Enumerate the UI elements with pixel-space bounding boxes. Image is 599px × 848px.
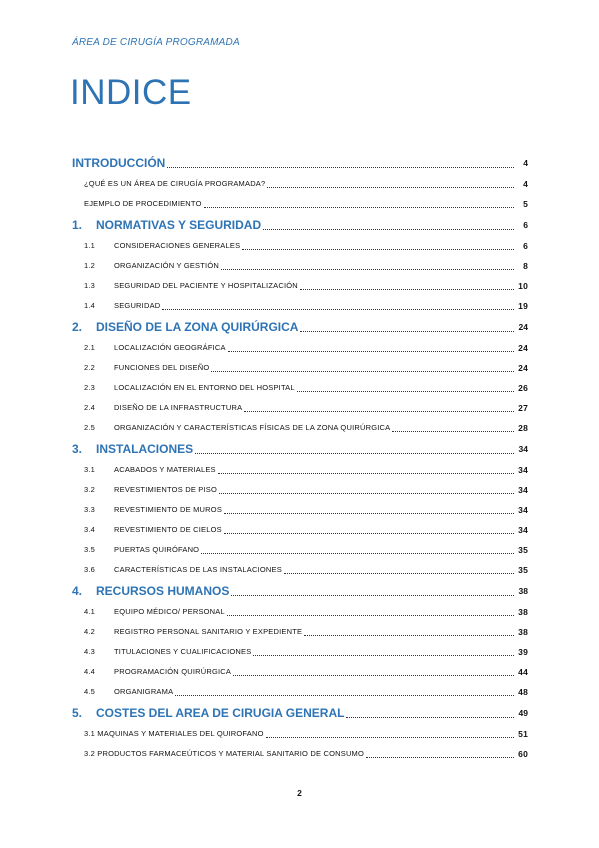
dot-leader — [304, 634, 514, 636]
toc-entry-label — [72, 276, 298, 296]
toc-entry-text: SEGURIDAD DEL PACIENTE Y HOSPITALIZACIÓN — [114, 281, 298, 290]
toc-chapter-entry[interactable] — [72, 702, 528, 724]
dot-leader — [253, 654, 514, 656]
toc-entry-text: 3.1 MAQUINAS Y MATERIALES DEL QUIROFANO — [84, 729, 264, 738]
toc-entry-label — [72, 214, 261, 236]
toc-section-entry[interactable] — [72, 460, 528, 480]
page-number: 2 — [297, 788, 302, 798]
toc-entry-text: CONSIDERACIONES GENERALES — [114, 241, 241, 250]
toc-section-entry[interactable] — [72, 744, 528, 764]
dot-leader — [284, 572, 514, 574]
toc-section-entry[interactable] — [72, 338, 528, 358]
dot-leader — [392, 430, 514, 432]
toc-entry-label — [72, 398, 242, 418]
toc-entry-text: DISEÑO DE LA ZONA QUIRÚRGICA — [96, 320, 299, 334]
toc-entry-number: 3.6 — [84, 565, 96, 574]
dot-leader — [228, 350, 514, 352]
toc-section-entry[interactable] — [72, 662, 528, 682]
toc-entry-number: 1.3 — [84, 281, 96, 290]
toc-entry-label — [72, 500, 222, 520]
toc-entry-label — [72, 662, 231, 682]
toc-entry-text: INTRODUCCIÓN — [72, 156, 166, 170]
toc-entry-page: 34 — [518, 444, 528, 454]
toc-entry-number: 4.5 — [84, 687, 96, 696]
toc-entry-page: 10 — [518, 281, 528, 291]
toc-section-entry[interactable] — [72, 398, 528, 418]
toc-entry-number: 2.3 — [84, 383, 96, 392]
toc-chapter-entry[interactable] — [72, 214, 528, 236]
toc-entry-label — [72, 256, 219, 276]
toc-entry-label — [72, 174, 265, 194]
toc-entry-page: 6 — [523, 241, 528, 251]
toc-entry-label — [72, 460, 216, 480]
toc-entry-page: 4 — [523, 179, 528, 189]
toc-entry-page: 60 — [518, 749, 528, 759]
toc-entry-number: 3.3 — [84, 505, 96, 514]
toc-chapter-entry[interactable] — [72, 316, 528, 338]
toc-entry-page: 27 — [518, 403, 528, 413]
toc-entry-page: 26 — [518, 383, 528, 393]
toc-section-entry[interactable] — [72, 602, 528, 622]
toc-entry-label — [72, 540, 199, 560]
toc-entry-text: LOCALIZACIÓN GEOGRÁFICA — [114, 343, 226, 352]
toc-entry-number: 2.1 — [84, 343, 96, 352]
toc-section-entry[interactable] — [72, 296, 528, 316]
toc-entry-label — [72, 438, 193, 460]
dot-leader — [219, 492, 514, 494]
toc-entry-text: RECURSOS HUMANOS — [96, 584, 230, 598]
toc-entry-page: 24 — [518, 322, 528, 332]
toc-entry-text: ORGANIZACIÓN Y CARACTERÍSTICAS FÍSICAS DE LA ZONA QUIRÚRGICA — [114, 423, 391, 432]
toc-entry-label — [72, 418, 390, 438]
toc-entry-text: EJEMPLO DE PROCEDIMIENTO — [84, 199, 202, 208]
toc-section-entry[interactable] — [72, 174, 528, 194]
toc-entry-page: 34 — [518, 505, 528, 515]
toc-entry-text: REVESTIMIENTO DE CIELOS — [114, 525, 222, 534]
toc-entry-label — [72, 724, 264, 744]
toc-entry-page: 19 — [518, 301, 528, 311]
dot-leader — [266, 736, 514, 738]
toc-entry-number: 2.2 — [84, 363, 96, 372]
toc-entry-page: 24 — [518, 343, 528, 353]
toc-entry-text: INSTALACIONES — [96, 442, 194, 456]
toc-entry-label — [72, 236, 240, 256]
dot-leader — [244, 410, 514, 412]
toc-entry-page: 38 — [518, 627, 528, 637]
toc-entry-text: ACABADOS Y MATERIALES — [114, 465, 216, 474]
toc-entry-number: 4. — [72, 584, 83, 598]
dot-leader — [224, 532, 514, 534]
toc-entry-page: 39 — [518, 647, 528, 657]
toc-entry-number: 4.2 — [84, 627, 96, 636]
toc-entry-page: 51 — [518, 729, 528, 739]
toc-entry-number: 1. — [72, 218, 83, 232]
toc-entry-number: 4.4 — [84, 667, 96, 676]
toc-section-entry[interactable] — [72, 256, 528, 276]
toc-entry-text: DISEÑO DE LA INFRASTRUCTURA — [114, 403, 243, 412]
dot-leader — [195, 452, 514, 454]
toc-section-entry[interactable] — [72, 520, 528, 540]
toc-entry-label — [72, 480, 217, 500]
toc-section-entry[interactable] — [72, 236, 528, 256]
toc-entry-label — [72, 602, 225, 622]
toc-entry-label — [72, 744, 364, 764]
dot-leader — [242, 248, 514, 250]
toc-section-entry[interactable] — [72, 378, 528, 398]
toc-entry-label — [72, 316, 298, 338]
toc-entry-number: 2. — [72, 320, 83, 334]
toc-entry-page: 34 — [518, 525, 528, 535]
toc-section-entry[interactable] — [72, 276, 528, 296]
toc-entry-page: 24 — [518, 363, 528, 373]
dot-leader — [167, 166, 514, 168]
toc-entry-page: 28 — [518, 423, 528, 433]
toc-entry-label — [72, 338, 226, 358]
toc-entry-number: 2.5 — [84, 423, 96, 432]
toc-entry-text: REVESTIMIENTOS DE PISO — [114, 485, 218, 494]
toc-section-entry[interactable] — [72, 418, 528, 438]
toc-entry-text: COSTES DEL AREA DE CIRUGIA GENERAL — [96, 706, 345, 720]
dot-leader — [267, 186, 514, 188]
toc-entry-page: 48 — [518, 687, 528, 697]
toc-entry-label — [72, 520, 222, 540]
dot-leader — [233, 674, 514, 676]
toc-entry-text: PROGRAMACIÓN QUIRÚRGICA — [114, 667, 232, 676]
toc-entry-page: 35 — [518, 565, 528, 575]
dot-leader — [221, 268, 514, 270]
dot-leader — [231, 594, 514, 596]
toc-entry-page: 8 — [523, 261, 528, 271]
toc-entry-number: 5. — [72, 706, 83, 720]
toc-entry-page: 38 — [518, 586, 528, 596]
toc-entry-page: 38 — [518, 607, 528, 617]
toc-entry-page: 49 — [518, 708, 528, 718]
toc-chapter-entry[interactable] — [72, 580, 528, 602]
toc-entry-label — [72, 560, 282, 580]
toc-entry-label — [72, 152, 165, 174]
table-of-contents — [72, 152, 528, 764]
toc-entry-label — [72, 622, 302, 642]
toc-entry-label — [72, 378, 295, 398]
dot-leader — [175, 694, 514, 696]
toc-entry-page: 5 — [523, 199, 528, 209]
toc-entry-text: TITULACIONES Y CUALIFICACIONES — [114, 647, 252, 656]
toc-entry-label — [72, 358, 209, 378]
toc-entry-number: 1.4 — [84, 301, 96, 310]
toc-entry-number: 2.4 — [84, 403, 96, 412]
dot-leader — [211, 370, 514, 372]
toc-entry-text: FUNCIONES DEL DISEÑO — [114, 363, 210, 372]
dot-leader — [227, 614, 514, 616]
toc-section-entry[interactable] — [72, 500, 528, 520]
running-header: ÁREA DE CIRUGÍA PROGRAMADA — [72, 37, 240, 48]
toc-entry-page: 6 — [523, 220, 528, 230]
toc-entry-number: 3.1 — [84, 465, 96, 474]
page-title: INDICE — [70, 73, 192, 112]
toc-entry-page: 34 — [518, 465, 528, 475]
toc-entry-label — [72, 702, 344, 724]
toc-entry-text: NORMATIVAS Y SEGURIDAD — [96, 218, 262, 232]
dot-leader — [224, 512, 514, 514]
toc-section-entry[interactable] — [72, 622, 528, 642]
toc-section-entry[interactable] — [72, 480, 528, 500]
dot-leader — [162, 308, 514, 310]
toc-entry-text: SEGURIDAD — [114, 301, 161, 310]
toc-entry-text: 3.2 PRODUCTOS FARMACEÚTICOS Y MATERIAL SANITARIO DE CONSUMO — [84, 749, 365, 758]
toc-chapter-entry[interactable] — [72, 438, 528, 460]
dot-leader — [346, 716, 514, 718]
toc-entry-text: CARACTERÍSTICAS DE LAS INSTALACIONES — [114, 565, 282, 574]
dot-leader — [297, 390, 514, 392]
toc-entry-page: 34 — [518, 485, 528, 495]
toc-entry-page: 35 — [518, 545, 528, 555]
dot-leader — [300, 330, 514, 332]
dot-leader — [300, 288, 514, 290]
toc-section-entry[interactable] — [72, 194, 528, 214]
toc-entry-number: 3. — [72, 442, 83, 456]
toc-entry-label — [72, 580, 229, 602]
toc-entry-text: REVESTIMIENTO DE MUROS — [114, 505, 223, 514]
toc-entry-number: 1.2 — [84, 261, 96, 270]
toc-section-entry[interactable] — [72, 724, 528, 744]
toc-entry-label — [72, 194, 202, 214]
toc-entry-text: ORGANIZACIÓN Y GESTIÓN — [114, 261, 219, 270]
dot-leader — [263, 228, 514, 230]
dot-leader — [204, 206, 514, 208]
toc-entry-page: 44 — [518, 667, 528, 677]
toc-entry-text: LOCALIZACIÓN EN EL ENTORNO DEL HOSPITAL — [114, 383, 295, 392]
dot-leader — [218, 472, 514, 474]
toc-chapter-entry[interactable] — [72, 152, 528, 174]
toc-entry-number: 4.3 — [84, 647, 96, 656]
toc-entry-number: 4.1 — [84, 607, 96, 616]
toc-section-entry[interactable] — [72, 682, 528, 702]
dot-leader — [201, 552, 514, 554]
toc-entry-text: REGISTRO PERSONAL SANITARIO Y EXPEDIENTE — [114, 627, 303, 636]
toc-section-entry[interactable] — [72, 540, 528, 560]
toc-section-entry[interactable] — [72, 642, 528, 662]
toc-entry-number: 1.1 — [84, 241, 96, 250]
toc-entry-label — [72, 682, 173, 702]
toc-entry-label — [72, 296, 160, 316]
toc-entry-text: PUERTAS QUIRÓFANO — [114, 545, 200, 554]
toc-entry-text: EQUIPO MÉDICO/ PERSONAL — [114, 607, 225, 616]
toc-entry-page: 4 — [523, 158, 528, 168]
toc-entry-text: ¿QUÉ ES UN ÁREA DE CIRUGÍA PROGRAMADA? — [84, 179, 266, 188]
toc-entry-label — [72, 642, 251, 662]
toc-entry-number: 3.4 — [84, 525, 96, 534]
toc-section-entry[interactable] — [72, 560, 528, 580]
toc-entry-text: ORGANIGRAMA — [114, 687, 174, 696]
dot-leader — [366, 756, 514, 758]
toc-entry-number: 3.5 — [84, 545, 96, 554]
toc-section-entry[interactable] — [72, 358, 528, 378]
toc-entry-number: 3.2 — [84, 485, 96, 494]
